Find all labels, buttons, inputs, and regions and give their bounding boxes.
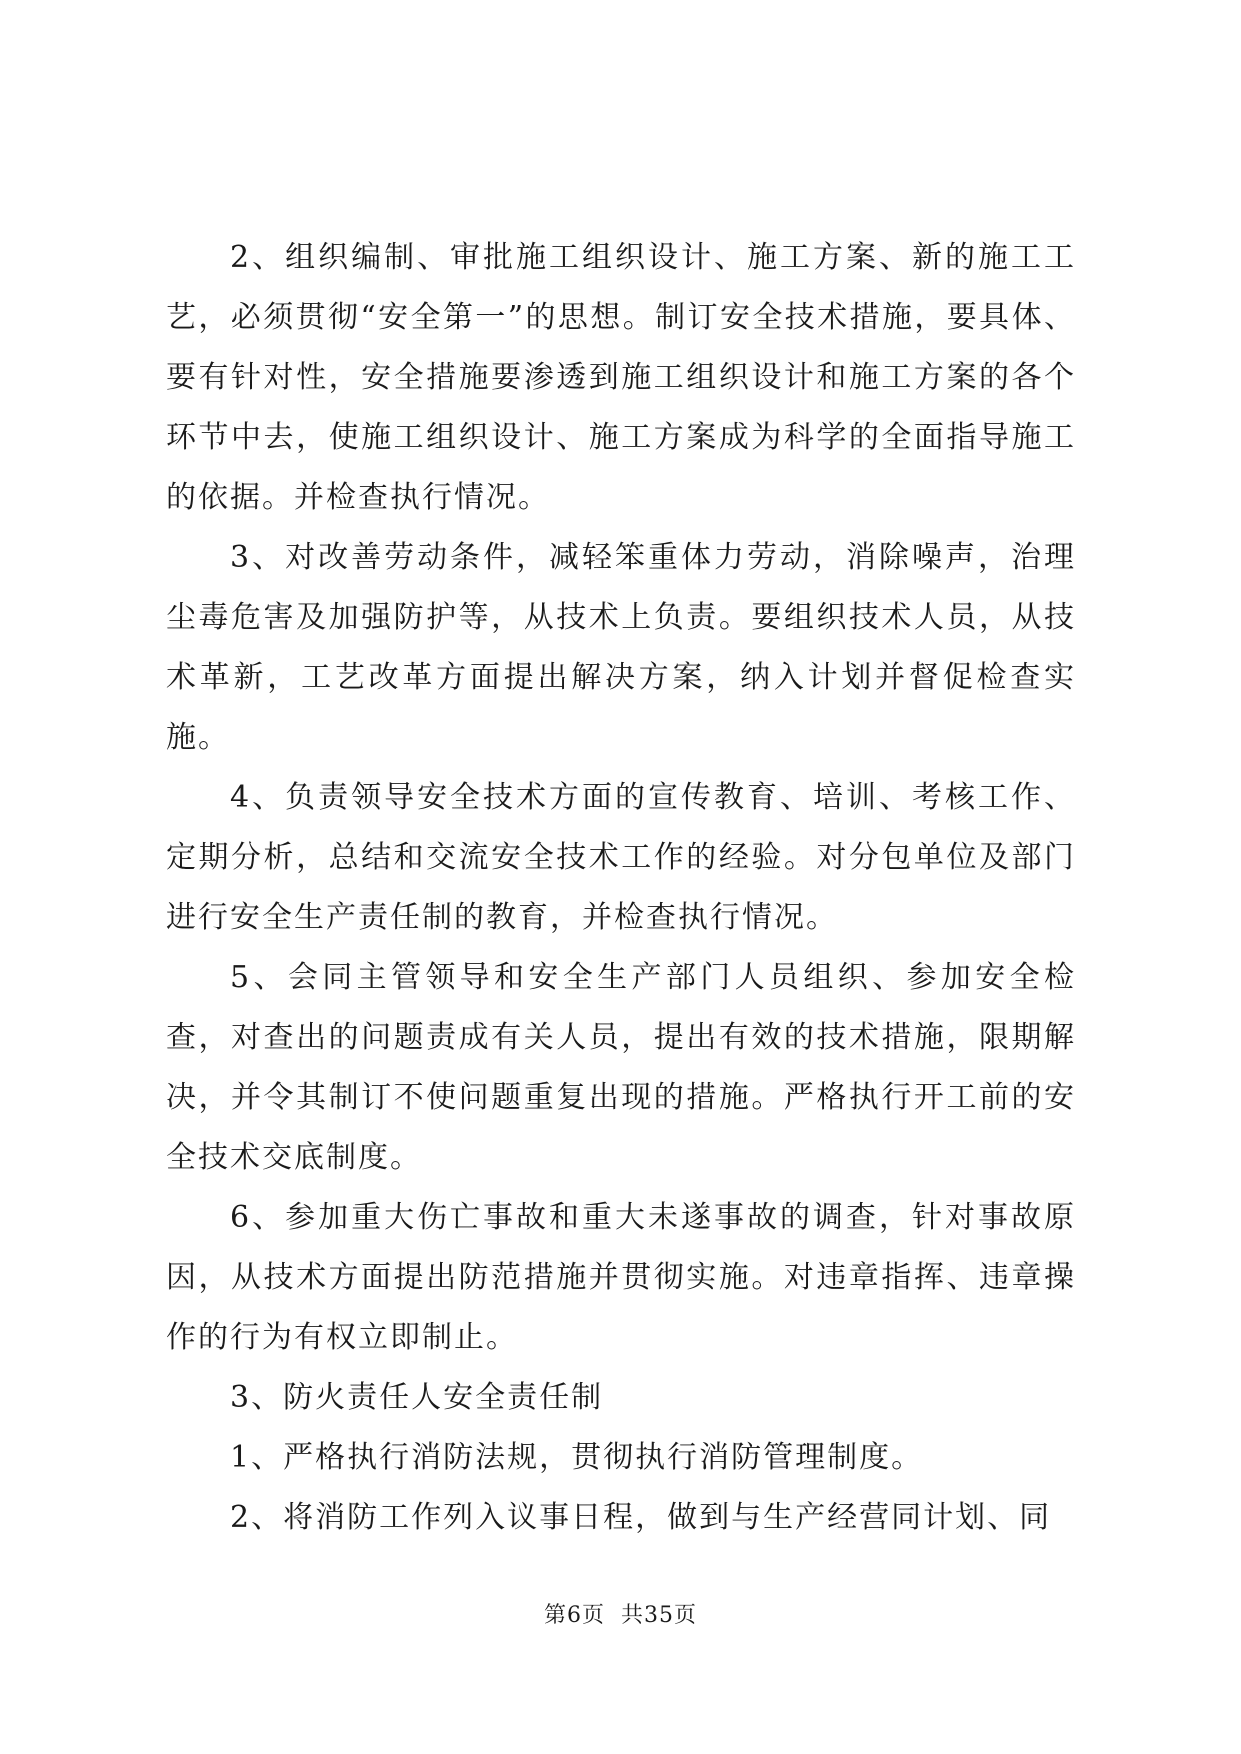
page-number: 第6页 共35页	[544, 1603, 697, 1628]
paragraph: 2、将消防工作列入议事日程，做到与生产经营同计划、同	[230, 1500, 1052, 1535]
page-footer	[0, 1598, 1241, 1629]
paragraph: 3、对改善劳动条件，减轻笨重体力劳动，消除噪声，治理尘毒危害及加强防护等，从技术上负责。要组织技术人员，从技术革新，工艺改革方面提出解决方案，纳入计划并督促检查实施。	[166, 540, 1076, 755]
paragraph: 5、会同主管领导和安全生产部门人员组织、参加安全检查，对查出的问题责成有关人员，提出有效的技术措施，限期解决，并令其制订不使问题重复出现的措施。严格执行开工前的安全技术交底制度。	[166, 960, 1076, 1175]
document-body	[166, 228, 1076, 1548]
paragraph: 1、严格执行消防法规，贯彻执行消防管理制度。	[230, 1440, 924, 1475]
paragraph: 6、参加重大伤亡事故和重大未遂事故的调查，针对事故原因，从技术方面提出防范措施并贯彻实施。对违章指挥、违章操作的行为有权立即制止。	[166, 1200, 1076, 1355]
paragraph: 2、组织编制、审批施工组织设计、施工方案、新的施工工艺，必须贯彻“安全第一”的思想。制订安全技术措施，要具体、要有针对性，安全措施要渗透到施工组织设计和施工方案的各个环节中去，使施工组织设计、施工方案成为科学的全面指导施工的依据。并检查执行情况。	[166, 240, 1076, 515]
section-heading: 3、防火责任人安全责任制	[230, 1380, 604, 1415]
paragraph: 4、负责领导安全技术方面的宣传教育、培训、考核工作、定期分析，总结和交流安全技术工作的经验。对分包单位及部门进行安全生产责任制的教育，并检查执行情况。	[166, 780, 1076, 935]
